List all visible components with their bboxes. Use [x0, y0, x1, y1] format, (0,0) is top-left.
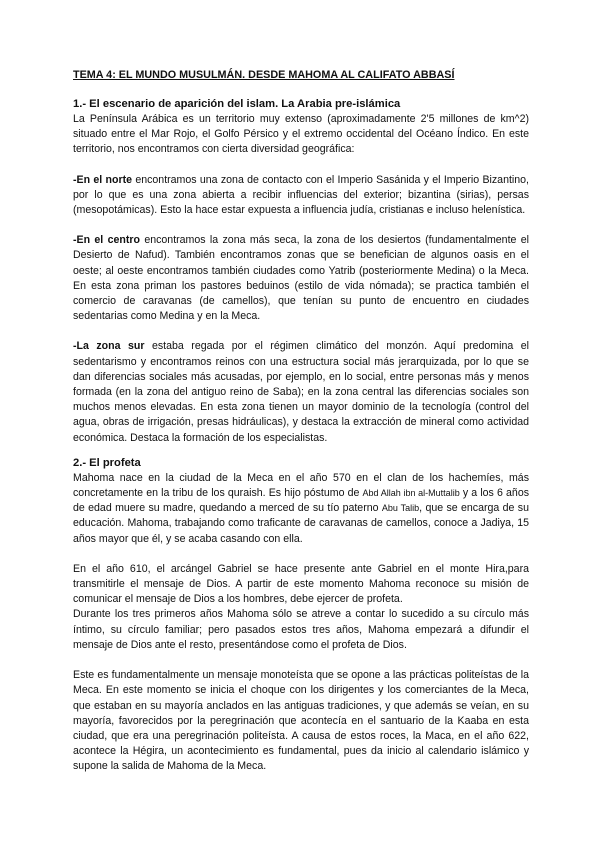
paragraph-sur — [73, 339, 529, 445]
section-1-heading: 1.- El escenario de aparición del islam. La Arabia pre-islámica — [73, 98, 401, 110]
name-abd-allah: Abd Allah ibn al-Muttalib — [362, 488, 460, 499]
p1-text-a: Mahoma nace en la ciudad de la Meca en el año 570 en el clan de los hachemíes, más concretamente en la tribu de los quraish. Es hijo póstumo de — [73, 471, 529, 500]
paragraph-profeta-2: En el año 610, el arcángel Gabriel se hace presente ante Gabriel en el monte Hira,para transmitirle el mensaje de Dios. A partir de este momento Mahoma reconoce su misión de comunicar el mensaje de Dios a los hombres, debe ejercer de profeta. — [73, 562, 529, 606]
p1-text-c: , que se encarga de su educación. Mahoma, trabajando como traficante de caravanas de camellos, conoce a Jadiya, 15 años mayor que él, y se acaba casando con ella. — [73, 502, 529, 545]
norte-text: encontramos una zona de contacto con el Imperio Sasánida y el Imperio Bizantino, por lo que es una zona abierta a recibir influencias del exterior; bizantina (sirias), persas (mesopotámicas). Esto la hace estar expuesta a influencia judía, cristianas e incluso helenística. — [73, 173, 529, 217]
paragraph-profeta-4: Este es fundamentalmente un mensaje monoteísta que se opone a las prácticas politeístas de la Meca. En este momento se inicia el choque con los dirigentes y los comerciantes de la Meca, que estaban en su mayoría anclados en las antiguas tradiciones, y que además se veían, en su mayoría, favorecidos por la peregrinación que acontecía en el santuario de la Kaaba en esta ciudad, que era una peregrinación politeísta. A causa de estos roces, la Maca, en el año 622, acontece la Hégira, un acontecimiento es fundamental, pues da inicio al calendario islámico y supone la salida de Mahoma de la Meca. — [73, 669, 529, 773]
p1-text-b: y a los 6 años de edad muere su madre, quedando a merced de su tío paterno — [73, 487, 530, 515]
paragraph-profeta-3: Durante los tres primeros años Mahoma sólo se atreve a contar lo sucedido a su círculo más íntimo, su círculo familiar; pero pasados estos tres años, Mahoma empezará a difundir el mensaje de Dios ante el resto, presentándose como el profeta de Dios. — [73, 608, 529, 651]
section-1-intro: La Península Arábica es un territorio muy extenso (aproximadamente 2'5 millones de km^2) situado entre el Mar Rojo, el Golfo Pérsico y el extremo occidental del Océano Índico. En este territorio, nos encontramos con cierta diversidad geográfica: — [73, 113, 529, 156]
paragraph-profeta-1 — [73, 471, 529, 547]
paragraph-centro — [73, 233, 529, 324]
section-2-heading: 2.- El profeta — [73, 456, 141, 469]
document-body — [73, 68, 529, 775]
sur-lead: -La zona sur — [73, 340, 145, 353]
norte-lead: -En el norte — [73, 173, 133, 186]
document-title: TEMA 4: EL MUNDO MUSULMÁN. DESDE MAHOMA AL CALIFATO ABBASÍ — [73, 69, 455, 81]
paragraph-norte — [73, 173, 529, 219]
centro-text: encontramos la zona más seca, la zona de los desiertos (fundamentalmente el Desierto de Nafud). También encontramos zonas que se benefician de algunos oasis en el oeste; al oeste encontramos también ciudades como Yatrib (posteriormente Medina) o la Meca. En esta zona priman los pastores beduinos (estilo de vida nómada); se practica también el comercio de caravanas (de camellos), que tenían su punto de encuentro en ciudades sedentarias como Medina y en la Meca. — [73, 234, 529, 323]
name-abu-talib: Abu Talib — [381, 503, 420, 514]
sur-text: estaba regada por el régimen climático del monzón. Aquí predomina el sedentarismo y encontramos reinos con una estructura social más jerarquizada, por lo que se dan diferencias sociales más acusadas, por ejemplo, en lo social, entre personas más y menos formada (en la zona del antiguo reino de Saba); en la zona central las diferencias sociales son muchos menos elevadas. En esta zona tienen un mayor dominio de la tecnología (control del agua, obras de irrigación, presas hidráulicas), y destaca la extracción de mineral como actividad económica. Destaca la formación de los especialistas. — [73, 340, 529, 444]
centro-lead: -En el centro — [73, 234, 140, 247]
